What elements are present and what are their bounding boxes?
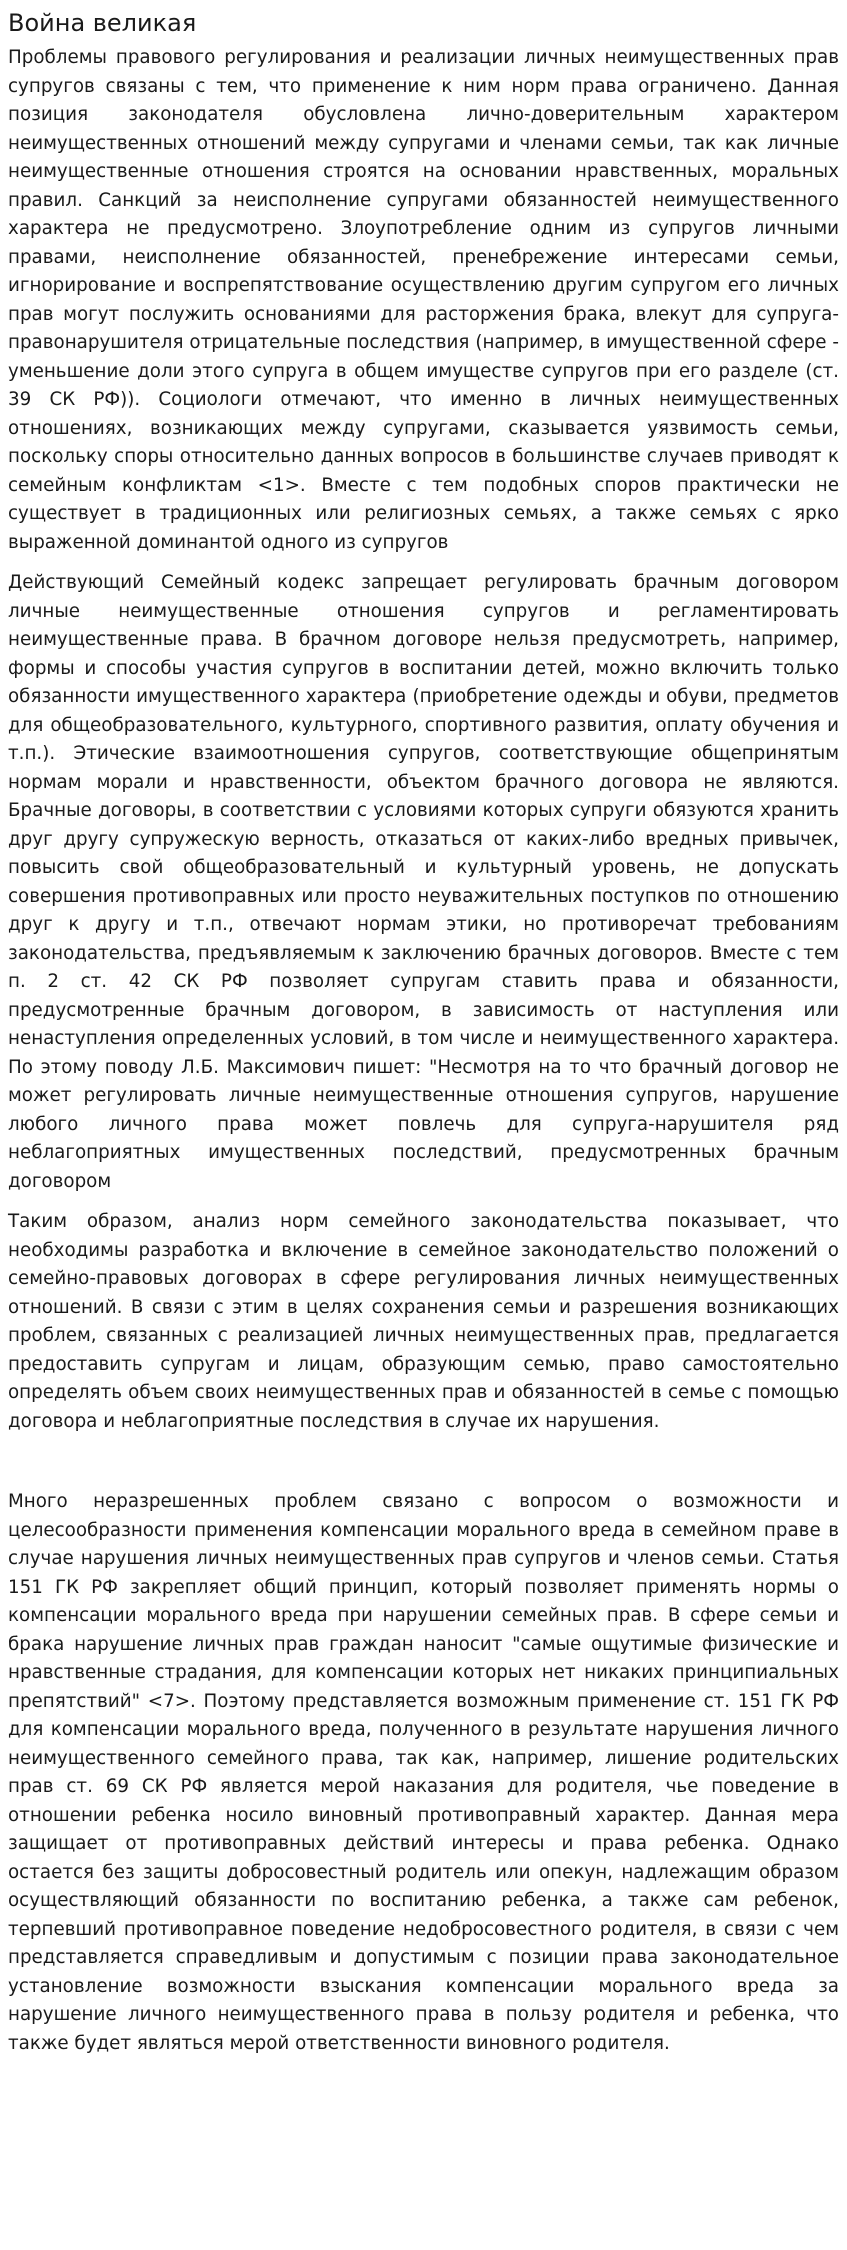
page-title: Война великая bbox=[8, 9, 197, 37]
paragraph-3: Таким образом, анализ норм семейного законодательства показывает, что необходимы разработка и включение в семейное законодательство положений о семейно-правовых договорах в сфере регулирования личных неимущественных отношений. В связи с этим в целях сохранения семьи и разрешения возникающих проблем, связанных с реализацией личных неимущественных прав, предлагается предоставить супругам и лицам, образующим семью, право самостоятельно определять объем своих неимущественных прав и обязанностей в семье с помощью договора и неблагоприятные последствия в случае их нарушения. bbox=[8, 1211, 839, 1432]
paragraph-4: Много неразрешенных проблем связано с вопросом о возможности и целесообразности применения компенсации морального вреда в семейном праве в случае нарушения личных неимущественных прав супругов и членов семьи. Статья 151 ГК РФ закрепляет общий принцип, который позволяет применять нормы о компенсации морального вреда при нарушении семейных прав. В сфере семьи и брака нарушение личных прав граждан наносит "самые ощутимые физические и нравственные страдания, для компенсации которых нет никаких принципиальных препятствий" <7>. Поэтому представляется возможным применение ст. 151 ГК РФ для компенсации морального вреда, полученного в результате нарушения личного неимущественного семейного права, так как, например, лишение родительских прав ст. 69 СК РФ является мерой наказания для родителя, чье поведение в отношении ребенка носило виновный противоправный характер. Данная мера защищает от противоправных действий интересы и права ребенка. Однако остается без защиты добросовестный родитель или опекун, надлежащим образом осуществляющий обязанности по воспитанию ребенка, а также сам ребенок, терпевший противоправное поведение недобросовестного родителя, в связи с чем представляется справедливым и допустимым с позиции права законодательное установление возможности взыскания компенсации морального вреда за нарушение личного неимущественного права в пользу родителя и ребенка, что также будет являться мерой ответственности виновного родителя. bbox=[8, 1491, 839, 2054]
paragraph-gap bbox=[8, 1448, 839, 1488]
paragraph-1: Проблемы правового регулирования и реализации личных неимущественных прав супругов связаны с тем, что применение к ним норм права ограничено. Данная позиция законодателя обусловлена лично-доверительным характером неимущественных отношений между супругами и членами семьи, так как личные неимущественные отношения строятся на основании нравственных, моральных правил. Санкций за неисполнение супругами обязанностей неимущественного характера не предусмотрено. Злоупотребление одним из супругов личными правами, неисполнение обязанностей, пренебрежение интересами семьи, игнорирование и воспрепятствование осуществлению другим супругом его личных прав могут послужить основаниями для расторжения брака, влекут для супруга-правонарушителя отрицательные последствия (например, в имущественной сфере - уменьшение доли этого супруга в общем имуществе супругов при его разделе (ст. 39 СК РФ)). Социологи отмечают, что именно в личных неимущественных отношениях, возникающих между супругами, сказывается уязвимость семьи, поскольку споры относительно данных вопросов в большинстве случаев приводят к семейным конфликтам <1>. Вместе с тем подобных споров практически не существует в традиционных или религиозных семьях, а также семьях с ярко выраженной доминантой одного из супругов bbox=[8, 47, 839, 553]
paragraph-2: Действующий Семейный кодекс запрещает регулировать брачным договором личные неимущественные отношения супругов и регламентировать неимущественные права. В брачном договоре нельзя предусмотреть, например, формы и способы участия супругов в воспитании детей, можно включить только обязанности имущественного характера (приобретение одежды и обуви, предметов для общеобразовательного, культурного, спортивного развития, оплату обучения и т.п.). Этические взаимоотношения супругов, соответствующие общепринятым нормам морали и нравственности, объектом брачного договора не являются. Брачные договоры, в соответствии с условиями которых супруги обязуются хранить друг другу супружескую верность, отказаться от каких-либо вредных привычек, повысить свой общеобразовательный и культурный уровень, не допускать совершения противоправных или просто неуважительных поступков по отношению друг к другу и т.п., отвечают нормам этики, но противоречат требованиям законодательства, предъявляемым к заключению брачных договоров. Вместе с тем п. 2 ст. 42 СК РФ позволяет супругам ставить права и обязанности, предусмотренные брачным договором, в зависимость от наступления или ненаступления определенных условий, в том числе и неимущественного характера. По этому поводу Л.Б. Максимович пишет: "Несмотря на то что брачный договор не может регулировать личные неимущественные отношения супругов, нарушение любого личного права может повлечь для супруга-нарушителя ряд неблагоприятных имущественных последствий, предусмотренных брачным договором bbox=[8, 572, 839, 1192]
